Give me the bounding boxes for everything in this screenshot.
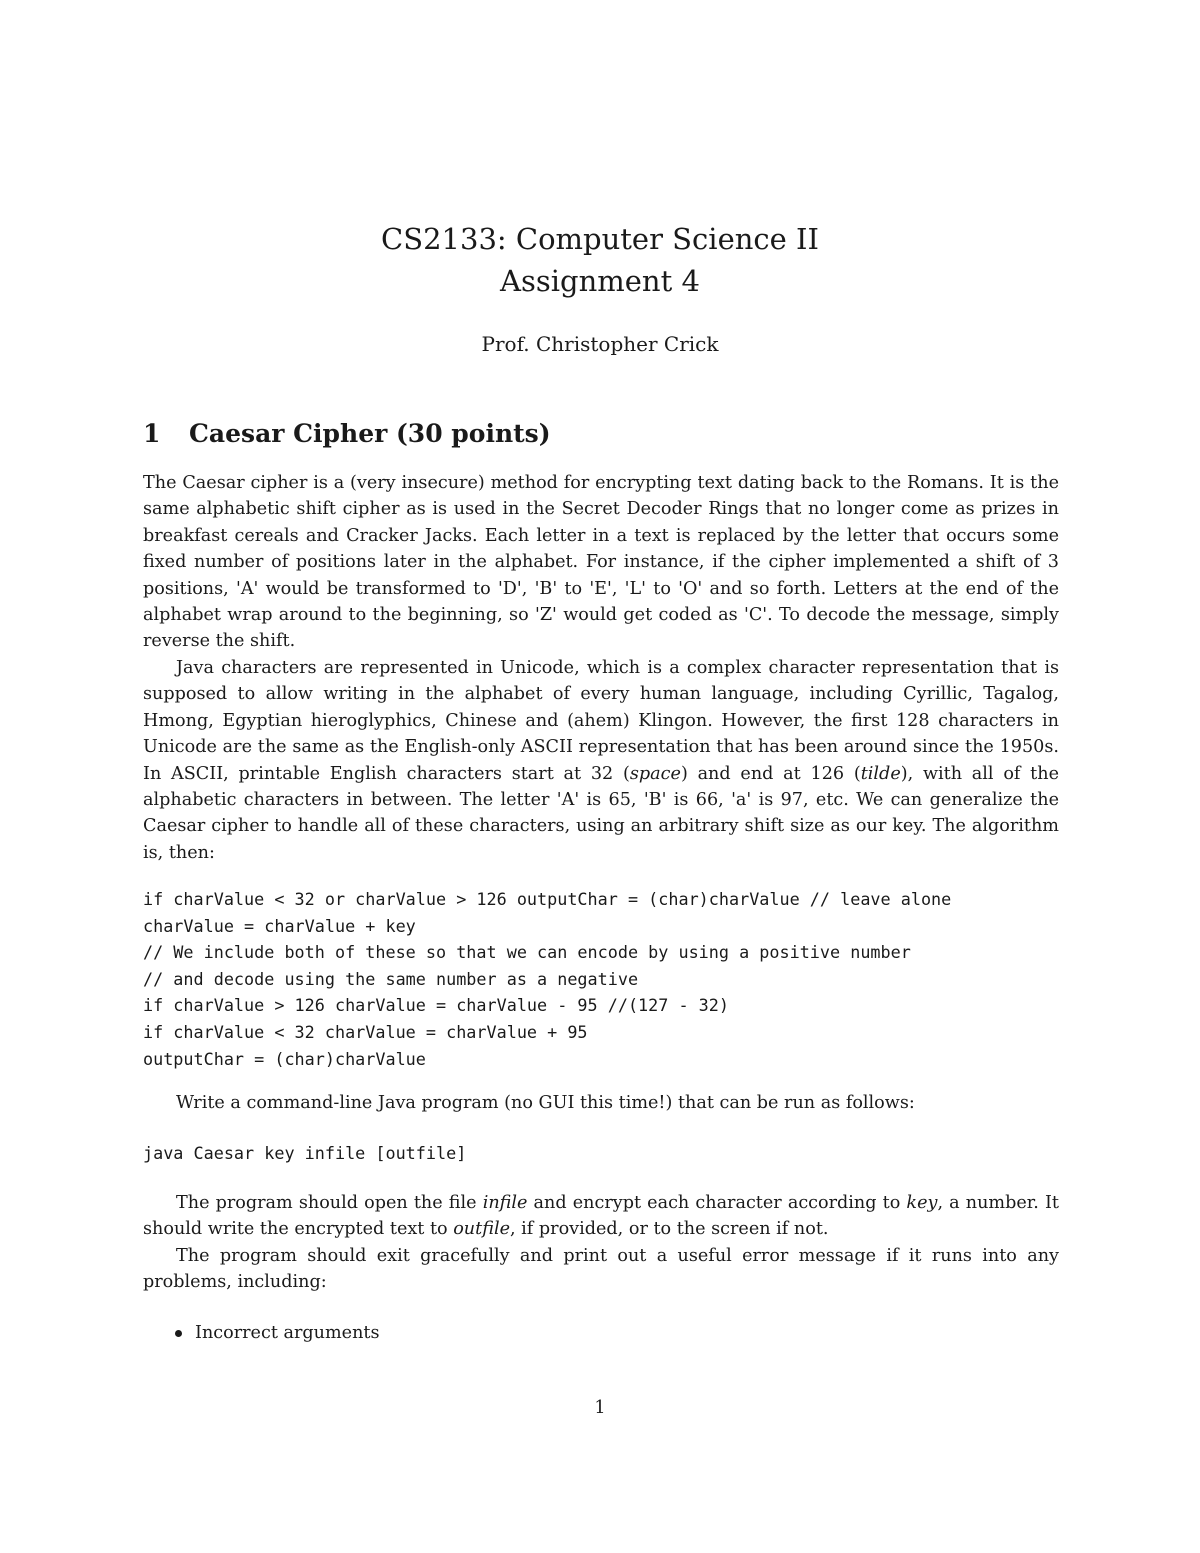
paragraph-io — [143, 1190, 1059, 1243]
paragraph-instructions: Write a command-line Java program (no GUI this time!) that can be run as follows: — [176, 1093, 915, 1113]
paragraph-unicode-text-3: ), with all of the alphabetic characters in between. The letter 'A' is 65, 'B' is 66, 'a' is 97, etc. We can generalize the Caesar cipher to handle all of these characters, using an arbitrary shift size as our key. The algorithm is, then: — [143, 763, 1060, 863]
bullet-icon — [175, 1330, 182, 1337]
paragraph-io-text-2: and encrypt each character according to — [527, 1193, 907, 1213]
error-list — [175, 1320, 380, 1346]
list-item-text: Incorrect arguments — [195, 1323, 380, 1343]
paragraph-unicode-text-1: Java characters are represented in Unicode, which is a complex character representation that is supposed to allow writing in the alphabet of every human language, including Cyrillic, Tagalog, Hmong, Egyptian hieroglyphics, Chinese and (ahem) Klingon. However, the first 128 characters in Unicode are the same as the English-only ASCII representation that has been around since the 1950s. In ASCII, printable English characters start at 32 ( — [143, 658, 1059, 784]
paragraph-unicode — [143, 655, 1059, 866]
author: Prof. Christopher Crick — [481, 332, 719, 356]
algorithm-code: if charValue < 32 or charValue > 126 outputChar = (char)charValue // leave alone charValue = charValue + key // We include both of these so that we can encode by using a positive number // and decode using the same number as a negative if charValue > 126 charValue = charValue - 95 //(127 - 32) if charValue < 32 charValue = charValue + 95 outputChar = (char)charValue — [143, 889, 952, 1069]
course-title: CS2133: Computer Science II — [381, 222, 819, 256]
title-block — [0, 218, 1200, 302]
usage-code: java Caesar key infile [outfile] — [143, 1143, 467, 1163]
section-title: Caesar Cipher (30 points) — [189, 419, 551, 448]
tilde-term: tilde — [860, 763, 901, 784]
space-term: space — [629, 763, 681, 784]
assignment-title: Assignment 4 — [500, 264, 700, 298]
paragraph-errors: The program should exit gracefully and print out a useful error message if it runs into any problems, including: — [143, 1246, 1059, 1293]
infile-term: infile — [482, 1193, 528, 1213]
paragraph-io-text-3: , a number. It should write the encrypted text to — [143, 1193, 1059, 1240]
paragraph-unicode-text-2: ) and end at 126 ( — [680, 763, 861, 784]
outfile-term: outfile — [453, 1219, 510, 1240]
paragraph-io-text-4: , if provided, or to the screen if not. — [510, 1219, 829, 1240]
section-heading — [143, 416, 551, 452]
list-item — [175, 1320, 380, 1346]
paragraph-io-text-1: The program should open the file — [176, 1193, 483, 1213]
paragraph-intro: The Caesar cipher is a (very insecure) method for encrypting text dating back to the Romans. It is the same alphabetic shift cipher as is used in the Secret Decoder Rings that no longer come as prizes in breakfast cereals and Cracker Jacks. Each letter in a text is replaced by the letter that occurs some fixed number of positions later in the alphabet. For instance, if the cipher implemented a shift of 3 positions, 'A' would be transformed to 'D', 'B' to 'E', 'L' to 'O' and so forth. Letters at the end of the alphabet wrap around to the beginning, so 'Z' would get coded as 'C'. To decode the message, simply reverse the shift. — [143, 473, 1059, 652]
key-term: key — [906, 1193, 938, 1213]
page-number: 1 — [594, 1398, 606, 1418]
section-number: 1 — [143, 419, 161, 448]
